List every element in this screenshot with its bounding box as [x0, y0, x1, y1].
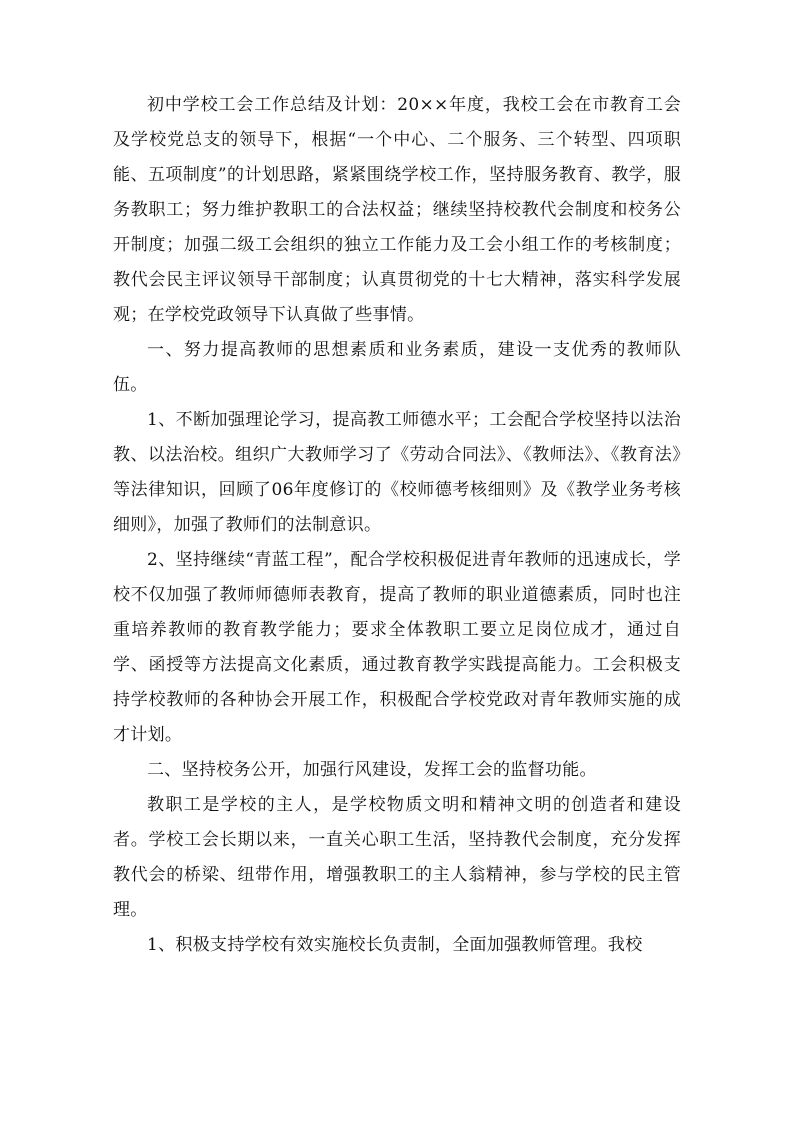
- section-heading-2: 二、坚持校务公开，加强行风建设，发挥工会的监督功能。: [147, 760, 597, 780]
- paragraph-section-2-intro: 教职工是学校的主人，是学校物质文明和精神文明的创造者和建设者。学校工会长期以来，一直关心职工生活，坚持教代会制度，充分发挥教代会的桥梁、纽带作用，增强教职工的主人翁精神，参与学校的民主管理。: [113, 795, 681, 920]
- paragraph-intro: 初中学校工会工作总结及计划：20××年度，我校工会在市教育工会及学校党总支的领导下，根据“一个中心、二个服务、三个转型、四项职能、五项制度”的计划思路，紧紧围绕学校工作，坚持服务教育、教学，服务教职工；努力维护教职工的合法权益；继续坚持校教代会制度和校务公开制度；加强二级工会组织的独立工作能力及工会小组工作的考核制度；教代会民主评议领导干部制度；认真贯彻党的十七大精神，落实科学发展观；在学校党政领导下认真做了些事情。: [113, 95, 681, 325]
- paragraph-item-1-1: 1、不断加强理论学习，提高教工师德水平；工会配合学校坚持以法治教、以法治校。组织广大教师学习了《劳动合同法》、《教师法》、《教育法》等法律知识，回顾了06年度修订的《校师德考核细则》及《教学业务考核细则》，加强了教师们的法制意识。: [113, 410, 681, 535]
- document-body: [113, 88, 681, 963]
- section-heading-1: 一、努力提高教师的思想素质和业务素质，建设一支优秀的教师队伍。: [113, 340, 681, 395]
- paragraph-item-1-2: 2、坚持继续“青蓝工程”，配合学校积极促进青年教师的迅速成长，学校不仅加强了教师师德师表教育，提高了教师的职业道德素质，同时也注重培养教师的教育教学能力；要求全体教职工要立足岗位成才，通过自学、函授等方法提高文化素质，通过教育教学实践提高能力。工会积极支持学校教师的各种协会开展工作，积极配合学校党政对青年教师实施的成才计划。: [113, 550, 681, 745]
- paragraph-item-2-1: 1、积极支持学校有效实施校长负责制，全面加强教师管理。我校: [147, 935, 643, 955]
